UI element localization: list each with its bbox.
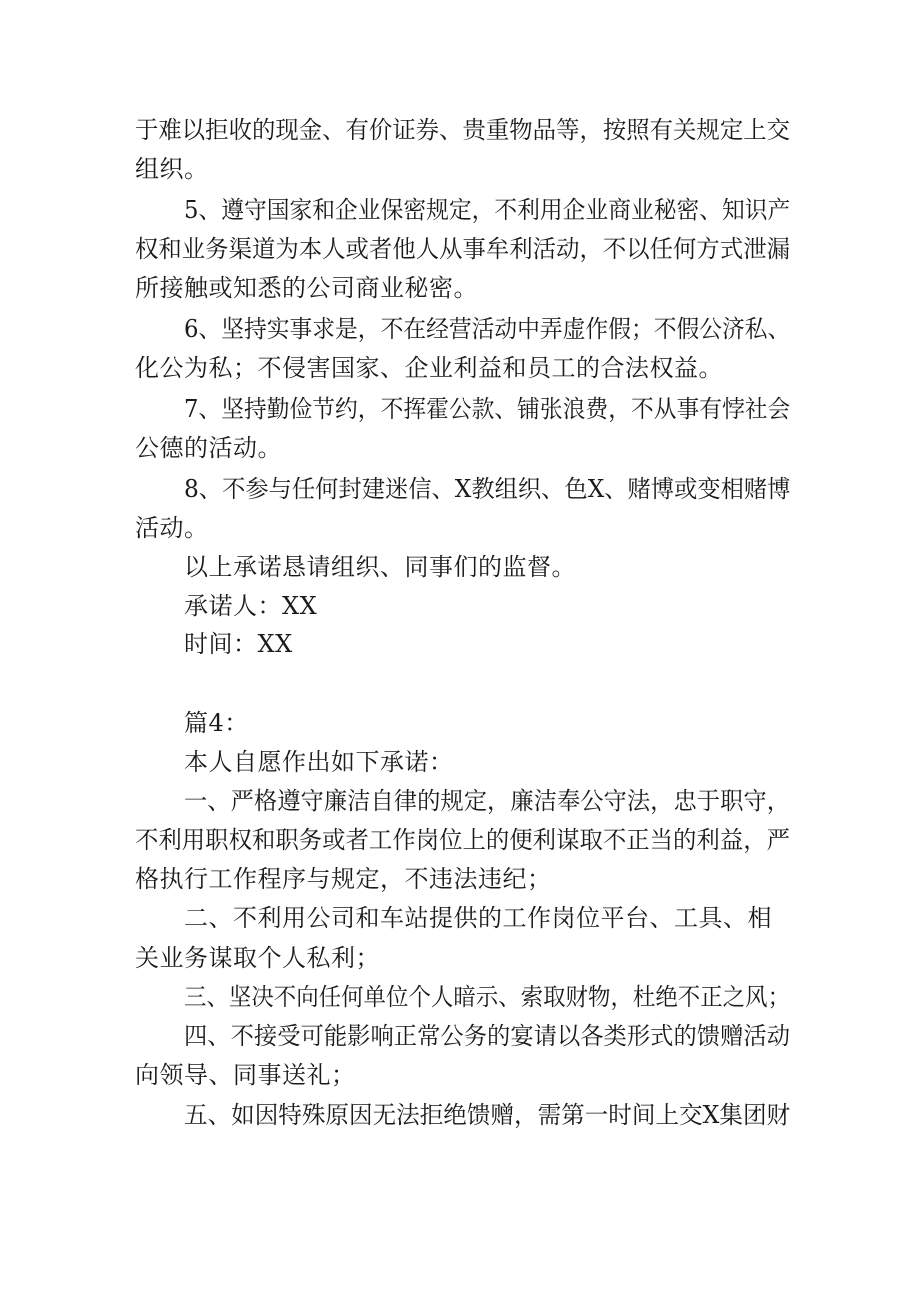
text-line: 权和业务渠道为本人或者他人从事牟利活动，不以任何方式泄漏	[135, 235, 790, 263]
text-line: 四、不接受可能影响正常公务的宴请以各类形式的馈赠活动	[184, 1022, 791, 1050]
text-line: 公德的活动。	[135, 434, 282, 462]
text-line: 以上承诺恳请组织、同事们的监督。	[184, 553, 576, 581]
signatory-line: 承诺人：XX	[184, 592, 318, 620]
text-line: 活动。	[135, 514, 209, 542]
text-line: 不利用职权和职务或者工作岗位上的便利谋取不正当的利益，严	[135, 826, 790, 854]
text-line: 8、不参与任何封建迷信、X教组织、色X、赌博或变相赌博	[184, 475, 791, 503]
text-line: 6、坚持实事求是，不在经营活动中弄虚作假；不假公济私、	[184, 315, 791, 343]
section-heading: 篇4：	[184, 709, 249, 737]
date-line: 时间：XX	[184, 630, 293, 658]
text-line: 本人自愿作出如下承诺：	[184, 748, 454, 776]
text-line: 一、严格遵守廉洁自律的规定，廉洁奉公守法，忠于职守，	[184, 787, 791, 815]
text-line: 于难以拒收的现金、有价证券、贵重物品等，按照有关规定上交	[135, 116, 790, 144]
text-line: 二、不利用公司和车站提供的工作岗位平台、工具、相	[184, 904, 772, 932]
text-line: 5、遵守国家和企业保密规定，不利用企业商业秘密、知识产	[184, 196, 791, 224]
text-line: 7、坚持勤俭节约，不挥霍公款、铺张浪费，不从事有悖社会	[184, 395, 791, 423]
text-line: 向领导、同事送礼；	[135, 1061, 356, 1089]
text-line: 化公为私；不侵害国家、企业利益和员工的合法权益。	[135, 354, 723, 382]
text-line: 三、坚决不向任何单位个人暗示、索取财物，杜绝不正之风；	[184, 983, 791, 1011]
text-line: 关业务谋取个人私利；	[135, 944, 380, 972]
text-line: 所接触或知悉的公司商业秘密。	[135, 274, 478, 302]
text-line: 五、如因特殊原因无法拒绝馈赠，需第一时间上交X集团财	[184, 1101, 791, 1129]
text-line: 格执行工作程序与规定，不违法违纪；	[135, 865, 552, 893]
text-line: 组织。	[135, 155, 209, 183]
